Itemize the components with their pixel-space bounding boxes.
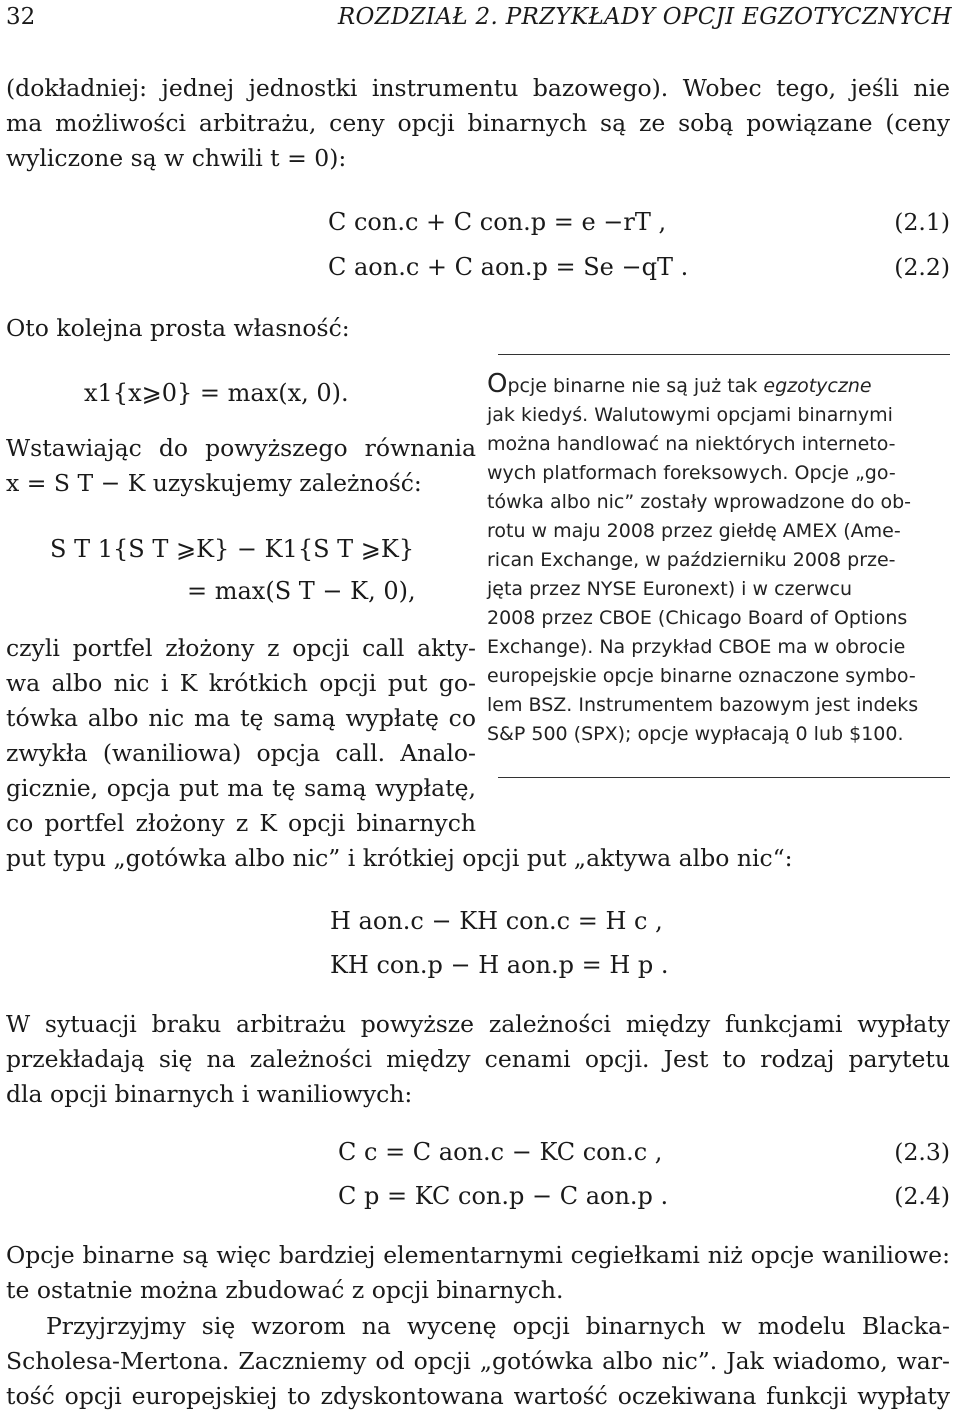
text-line: x = S T − K uzyskujemy zależność: — [6, 469, 422, 497]
paragraph-elementary — [6, 1238, 950, 1308]
equation-2-4: C p = KC con.p − C aon.p . — [338, 1182, 669, 1210]
equation-2-2: C aon.c + C aon.p = Se −qT . — [328, 253, 689, 281]
sidenote-line: można handlować na niektórych interneto- — [487, 433, 896, 455]
equation-indicator: x1{x⩾0} = max(x, 0). — [84, 379, 349, 407]
text-line: put typu „gotówka albo nic” i krótkiej opcji put „aktywa albo nic“: — [6, 844, 793, 872]
paragraph-substitution — [6, 431, 476, 501]
equation-h-line1: H aon.c − KH con.c = H c , — [330, 907, 663, 935]
sidenote-line: europejskie opcje binarne oznaczone symbo- — [487, 665, 916, 687]
text-line: Opcje binarne są więc bardziej elementarnymi cegiełkami niż opcje waniliowe: — [6, 1241, 950, 1269]
paragraph-portfolio — [6, 631, 476, 841]
sidenote-text: pcje binarne nie są już tak — [507, 375, 758, 397]
sidenote-line: jak kiedyś. Walutowymi opcjami binarnymi — [487, 404, 893, 426]
text-line: gicznie, opcja put ma tę samą wypłatę, — [6, 774, 476, 802]
text-line: ma możliwości arbitrażu, ceny opcji binarnych są ze sobą powiązane (ceny — [6, 109, 950, 137]
sidenote-line: wych platformach foreksowych. Opcje „go- — [487, 462, 896, 484]
equation-st-line2: = max(S T − K, 0), — [187, 577, 416, 605]
sidenote-line: lem BSZ. Instrumentem bazowym jest indeks — [487, 694, 919, 716]
paragraph-intro — [6, 71, 950, 176]
equation-st-line1: S T 1{S T ⩾K} − K1{S T ⩾K} — [50, 535, 415, 563]
text-line: tość opcji europejskiej to zdyskontowana wartość oczekiwana funkcji wypłaty — [6, 1382, 950, 1410]
sidenote-line: 2008 przez CBOE (Chicago Board of Options — [487, 607, 908, 629]
equation-number: (2.4) — [894, 1182, 950, 1210]
text-line: Scholesa-Mertona. Zaczniemy od opcji „gotówka albo nic”. Jak wiadomo, war- — [6, 1347, 950, 1375]
equation-2-1: C con.c + C con.p = e −rT , — [328, 208, 667, 236]
equation-number: (2.1) — [894, 208, 950, 236]
running-header — [6, 0, 952, 34]
text-line: co portfel złożony z K opcji binarnych — [6, 809, 476, 837]
sidenote-bottom-rule — [498, 777, 950, 778]
sidenote-line: jęta przez NYSE Euronext) i w czerwcu — [487, 578, 853, 600]
text-line: Przyjrzyjmy się wzorom na wycenę opcji binarnych w modelu Blacka- — [46, 1312, 950, 1340]
paragraph-black-scholes — [6, 1309, 950, 1414]
equation-2-3: C c = C aon.c − KC con.c , — [338, 1138, 663, 1166]
paragraph-parity — [6, 1007, 950, 1112]
sidenote — [487, 369, 951, 749]
chapter-title: ROZDZIAŁ 2. PRZYKŁADY OPCJI EGZOTYCZNYCH — [337, 4, 952, 30]
page-number: 32 — [6, 4, 36, 30]
text-line: wa albo nic i K krótkich opcji put go- — [6, 669, 476, 697]
sidenote-line: rotu w maju 2008 przez giełdę AMEX (Ame- — [487, 520, 901, 542]
equation-number: (2.2) — [894, 253, 950, 281]
text-line: czyli portfel złożony z opcji call akty- — [6, 634, 476, 662]
sidenote-line: tówka albo nic” zostały wprowadzone do ob- — [487, 491, 912, 513]
text-line: tówka albo nic ma tę samą wypłatę co — [6, 704, 476, 732]
text-line: (dokładniej: jednej jednostki instrumentu bazowego). Wobec tego, jeśli nie — [6, 74, 950, 102]
sidenote-top-rule — [498, 354, 950, 355]
text-line: te ostatnie można zbudować z opcji binarnych. — [6, 1276, 564, 1304]
sidenote-emphasis: egzotyczne — [763, 375, 872, 397]
sidenote-line — [487, 369, 951, 401]
sidenote-line: rican Exchange, w październiku 2008 prze- — [487, 549, 896, 571]
text-line: dla opcji binarnych i waniliowych: — [6, 1080, 413, 1108]
paragraph-property: Oto kolejna prosta własność: — [6, 314, 350, 342]
equation-number: (2.3) — [894, 1138, 950, 1166]
sidenote-line: Exchange). Na przykład CBOE ma w obrocie — [487, 636, 906, 658]
text-line: wyliczone są w chwili t = 0): — [6, 144, 347, 172]
text-line: przekładają się na zależności między cenami opcji. Jest to rodzaj parytetu — [6, 1045, 950, 1073]
sidenote-line: S&P 500 (SPX); opcje wypłacają 0 lub $100. — [487, 723, 904, 745]
text-line: Wstawiając do powyższego równania — [6, 434, 476, 462]
text-line: zwykła (waniliowa) opcja call. Analo- — [6, 739, 476, 767]
equation-h-line2: KH con.p − H aon.p = H p . — [330, 951, 669, 979]
drop-cap: O — [487, 369, 508, 399]
text-line: W sytuacji braku arbitrażu powyższe zależności między funkcjami wypłaty — [6, 1010, 950, 1038]
